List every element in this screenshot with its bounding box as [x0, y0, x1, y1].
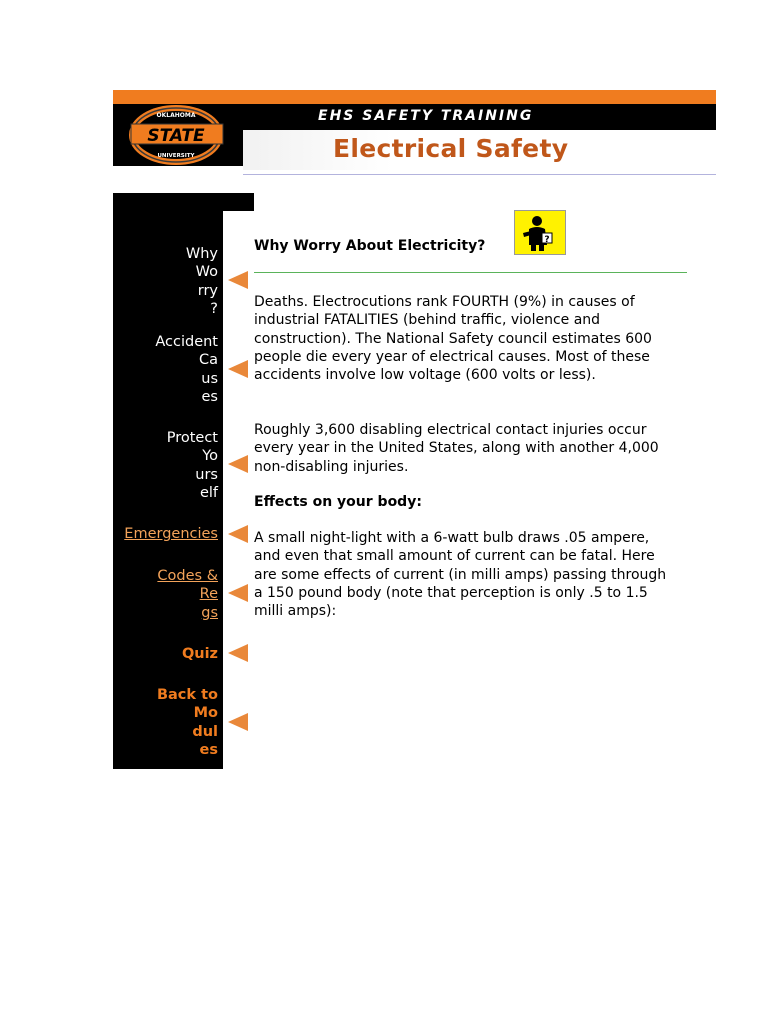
- module-title: Electrical Safety: [333, 134, 569, 163]
- section-title: Why Worry About Electricity?: [254, 238, 486, 254]
- person-question-icon: [514, 210, 566, 255]
- left-arrow-icon[interactable]: [228, 455, 248, 473]
- osu-logo: [113, 104, 243, 166]
- left-arrow-icon[interactable]: [228, 584, 248, 602]
- nav-emergencies[interactable]: Emergencies: [124, 526, 218, 542]
- left-arrow-icon[interactable]: [228, 525, 248, 543]
- training-title: EHS SAFETY TRAINING: [318, 108, 534, 124]
- paragraph-deaths: Deaths. Electrocutions rank FOURTH (9%) in causes of industrial FATALITIES (behind traffic, violence and construction). The National Safety council estimates 600 people die every year of electrical causes. Most of these accidents involve low voltage (600 volts or less).: [254, 294, 652, 384]
- nav-codes-regs[interactable]: Codes & Re gs: [157, 568, 218, 621]
- logo-text-university: UNIVERSITY: [157, 153, 195, 159]
- section-divider: [254, 272, 687, 273]
- nav-protect-yourself[interactable]: Protect Yo urs elf: [166, 430, 218, 501]
- nav-accident-causes[interactable]: Accident Ca us es: [155, 334, 218, 405]
- paragraph-effects: A small night-light with a 6-watt bulb draws .05 ampere, and even that small amount of current can be fatal. Here are some effects of current (in milli amps) passing through a 150 pound body (note that perception is only .5 to 1.5 milli amps):: [254, 530, 667, 620]
- left-arrow-icon[interactable]: [228, 644, 248, 662]
- left-arrow-icon[interactable]: [228, 271, 248, 289]
- nav-why-worry[interactable]: Why Wo rry ?: [185, 246, 218, 317]
- paragraph-injuries: Roughly 3,600 disabling electrical contact injuries occur every year in the United States, along with another 4,000 non-disabling injuries.: [254, 422, 659, 475]
- header-orange-band: [113, 90, 716, 104]
- nav-back-to-modules[interactable]: Back to Mo dul es: [156, 687, 218, 758]
- nav-quiz[interactable]: Quiz: [181, 646, 218, 662]
- logo-text-oklahoma: OKLAHOMA: [156, 112, 196, 119]
- left-arrow-icon[interactable]: [228, 360, 248, 378]
- svg-text:?: ?: [544, 235, 550, 245]
- effects-heading: Effects on your body:: [254, 494, 422, 510]
- module-banner: [243, 130, 716, 170]
- page-header: [113, 90, 716, 176]
- left-arrow-icon[interactable]: [228, 713, 248, 731]
- sidebar-nav: [113, 193, 223, 769]
- banner-divider: [243, 174, 716, 175]
- logo-text-state: STATE: [147, 126, 205, 146]
